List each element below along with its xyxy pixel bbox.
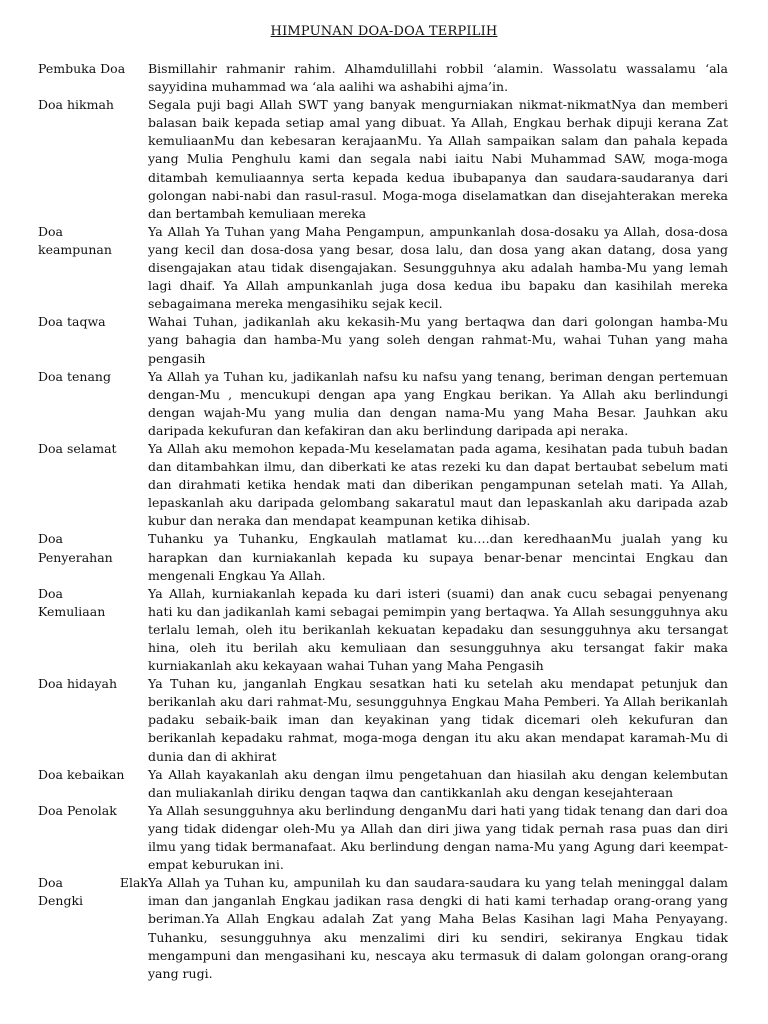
- prayer-text: Wahai Tuhan, jadikanlah aku kekasih-Mu yang bertaqwa dan dari golongan hamba-Mu yang bahagia dan hamba-Mu yang soleh dengan rahmat-Mu, wahai Tuhan yang maha pengasih: [148, 314, 728, 366]
- prayer-text: Ya Allah sesungguhnya aku berlindung denganMu dari hati yang tidak tenang dan dari doa yang tidak didengar oleh-Mu ya Allah dan diri jiwa yang tidak pernah rasa puas dan diri ilmu yang tidak bermanafaat. Aku berlindung dengan nama-Mu yang Agung dari keempat-empat keburukan ini.: [148, 802, 728, 873]
- prayer-label-line1: Doa Elak: [38, 875, 148, 891]
- prayer-row-pembuka: [38, 60, 728, 96]
- prayer-label: Doa Kemuliaan: [38, 585, 106, 619]
- prayer-row-penolak: [38, 802, 728, 874]
- prayer-text: Bismillahir rahmanir rahim. Alhamdulillahi robbil ‘alamin. Wassolatu wassalamu ‘ala sayyidina muhammad wa ‘ala aalihi wa ashabihi ajma’in.: [148, 61, 728, 95]
- prayer-label: Doa Penyerahan: [38, 531, 113, 565]
- prayer-row-selamat: [38, 440, 728, 530]
- prayer-label: Doa Penolak: [38, 802, 117, 818]
- prayer-text: Ya Allah kayakanlah aku dengan ilmu pengetahuan dan hiasilah aku dengan kelembutan dan muliakanlah diriku dengan taqwa dan cantikkanlah aku dengan kesejahteraan: [148, 766, 728, 800]
- prayer-label: Doa tenang: [38, 368, 111, 384]
- prayer-row-hidayah: [38, 675, 728, 765]
- prayer-label: Doa keampunan: [38, 223, 112, 257]
- prayer-row-tenang: [38, 368, 728, 440]
- prayer-text: Ya Allah ya Tuhan ku, jadikanlah nafsu ku nafsu yang tenang, beriman dengan pertemuan dengan-Mu , mencukupi dengan apa yang Engkau berikan. Ya Allah aku berlindungi dengan wajah-Mu yang mulia dan dengan nama-Mu yang Maha Besar. Jauhkan aku daripada kekufuran dan kefakiran dan aku berlindung daripada api neraka.: [148, 368, 728, 438]
- prayer-row-penyerahan: [38, 530, 728, 584]
- document-title: HIMPUNAN DOA-DOA TERPILIH: [270, 24, 498, 39]
- prayer-text: Ya Allah ya Tuhan ku, ampunilah ku dan saudara-saudara ku yang telah meninggal dalam iman dan janganlah Engkau jadikan rasa dengki di hati kami terhadap orang-orang yang beriman.Ya Allah Engkau adalah Zat yang Maha Belas Kasihan lagi Maha Penyayang. Tuhanku, sesungguhnya aku menzalimi diri ku sendiri, sekiranya Engkau tidak mengampuni dan mengasihani ku, nescaya aku termasuk di dalam golongan orang-orang yang rugi.: [148, 875, 728, 981]
- prayer-text: Ya Tuhan ku, janganlah Engkau sesatkan hati ku setelah aku mendapat petunjuk dan berikanlah aku dari rahmat-Mu, sesungguhnya Engkau Maha Pemberi. Ya Allah berikanlah padaku sebaik-baik iman dan keyakinan yang tidak dicemari oleh kekufuran dan berikanlah kepadaku rahmat, moga-moga dengan itu aku akan mendapat karamah-Mu di dunia dan di akhirat: [148, 676, 728, 764]
- prayer-text: Ya Allah aku memohon kepada-Mu keselamatan pada agama, kesihatan pada tubuh badan dan ditambahkan ilmu, dan diberkati ke atas rezeki ku dan dapat bertaubat sebelum mati dan dirahmati ketika hendak mati dan diberikan pengampunan setelah mati. Ya Allah, lepaskanlah aku daripada gelombang sakaratul maut dan lepaskanlah aku daripada azab kubur dan neraka dan mendapat keampunan ketika dihisab.: [148, 440, 728, 529]
- prayer-label: Pembuka Doa: [38, 61, 126, 76]
- prayer-text: Tuhanku ya Tuhanku, Engkaulah matlamat ku….dan keredhaanMu jualah yang ku harapkan dan kurniakanlah kepada ku supaya benar-benar mencintai Engkau dan mengenali Engkau Ya Allah.: [148, 531, 728, 583]
- prayer-row-elak-dengki: [38, 874, 728, 983]
- prayer-row-kebaikan: [38, 766, 728, 802]
- prayer-label-line2: Dengki: [38, 893, 84, 909]
- prayer-label: [38, 874, 148, 983]
- prayer-row-kemuliaan: [38, 585, 728, 675]
- prayer-row-hikmah: [38, 96, 728, 223]
- prayer-label: Doa hikmah: [38, 97, 114, 113]
- prayer-label: Doa taqwa: [38, 314, 106, 330]
- prayer-list: [38, 60, 728, 983]
- prayer-label: Doa kebaikan: [38, 766, 125, 782]
- prayer-text: Ya Allah, kurniakanlah kepada ku dari isteri (suami) dan anak cucu sebagai penyenang hati ku dan jadikanlah kami sebagai pemimpin yang bertaqwa. Ya Allah sesungguhnya aku terlalu lemah, oleh itu berikanlah kekuatan kepadaku dan sesungguhnya aku tersangat hina, oleh itu berilah aku kemuliaan dan sesungguhnya aku tersangat fakir maka kurniakanlah aku kekayaan wahai Tuhan yang Maha Pengasih: [148, 585, 728, 674]
- prayer-label: Doa selamat: [38, 440, 117, 456]
- prayer-row-taqwa: [38, 313, 728, 367]
- prayer-label: Doa hidayah: [38, 676, 118, 692]
- prayer-row-keampunan: [38, 223, 728, 313]
- prayer-text: Segala puji bagi Allah SWT yang banyak mengurniakan nikmat-nikmatNya dan memberi balasan baik kepada setiap amal yang dibuat. Ya Allah, Engkau berhak dipuji kerana Zat kemuliaanMu dan kebesaran kerajaanMu. Ya Allah sampaikan salam dan pahala kepada yang Mulia Penghulu kami dan segala nabi iaitu Nabi Muhammad SAW, moga-moga ditambah kemuliaannya serta kepada kedua ibubapanya dan saudara-saudaranya dari golongan nabi-nabi dan rasul-rasul. Moga-moga diselamatkan dan disejahterakan mereka dan bertambah kemuliaan mereka: [148, 97, 728, 221]
- prayer-text: Ya Allah Ya Tuhan yang Maha Pengampun, ampunkanlah dosa-dosaku ya Allah, dosa-dosa yang kecil dan dosa-dosa yang besar, dosa lalu, dan dosa yang akan datang, dosa yang disengajakan atau tidak disengajakan. Sesungguhnya aku adalah hamba-Mu yang lemah lagi dhaif. Ya Allah ampunkanlah juga dosa kedua ibu bapaku dan kasihilah mereka sebagaimana mereka mengasihiku sejak kecil.: [148, 223, 728, 312]
